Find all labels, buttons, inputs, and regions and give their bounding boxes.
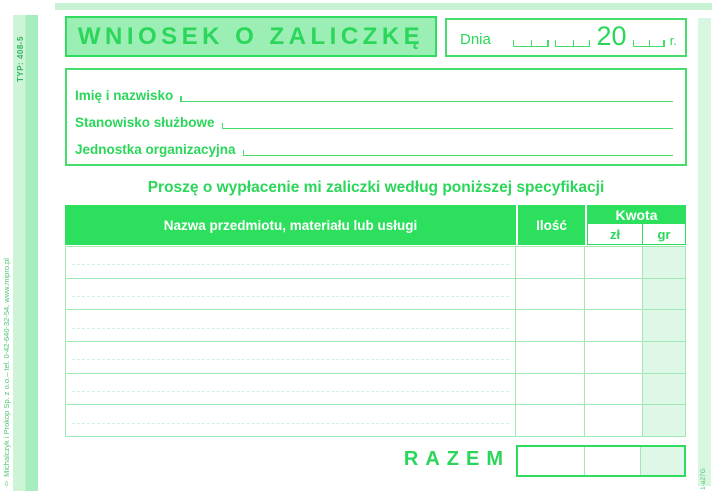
total-cell-qty[interactable] <box>518 447 585 475</box>
date-day-blank[interactable] <box>513 39 549 47</box>
title-box <box>65 16 437 57</box>
table-row <box>66 310 685 342</box>
personal-fields-box <box>65 68 687 166</box>
date-label: Dnia <box>460 31 491 48</box>
cell-gr[interactable] <box>643 247 685 278</box>
header-group-amount <box>587 205 686 245</box>
field-row-position <box>75 108 677 130</box>
header-cell-zl: zł <box>588 224 643 244</box>
cell-zl[interactable] <box>585 342 643 373</box>
table-row <box>66 342 685 374</box>
cell-name[interactable] <box>66 342 516 373</box>
cell-qty[interactable] <box>516 374 585 405</box>
cell-gr[interactable] <box>643 374 685 405</box>
cell-qty[interactable] <box>516 405 585 436</box>
table-row <box>66 405 685 436</box>
field-row-unit <box>75 135 677 157</box>
cell-gr[interactable] <box>643 342 685 373</box>
total-cell-zl[interactable] <box>585 447 641 475</box>
date-year-blank[interactable] <box>633 39 665 47</box>
right-margin-band <box>698 18 711 486</box>
cell-name[interactable] <box>66 247 516 278</box>
cell-zl[interactable] <box>585 279 643 310</box>
cell-zl[interactable] <box>585 374 643 405</box>
cell-zl[interactable] <box>585 310 643 341</box>
field-label-unit: Jednostka organizacyjna <box>75 142 236 157</box>
print-code: 1-a27G <box>700 468 707 490</box>
cell-name[interactable] <box>66 279 516 310</box>
instruction-text: Proszę o wypłacenie mi zaliczki według poniższej specyfikacji <box>147 179 605 196</box>
field-row-name <box>75 81 677 103</box>
cell-qty[interactable] <box>516 310 585 341</box>
table-row <box>66 247 685 279</box>
total-label: RAZEM <box>403 448 510 470</box>
form-title: WNIOSEK O ZALICZKĘ <box>77 22 425 50</box>
field-line-unit[interactable] <box>243 144 673 156</box>
field-label-name: Imię i nazwisko <box>75 88 174 103</box>
cell-qty[interactable] <box>516 247 585 278</box>
header-cell-name: Nazwa przedmiotu, materiału lub usługi <box>65 205 516 245</box>
date-year-prefix: 20 <box>596 20 627 51</box>
publisher-info: ◊ Michalczyk i Prokop Sp. z o.o.– tel. 0-42-640-32-54, www.mipro.pl <box>2 258 11 488</box>
cell-name[interactable] <box>66 374 516 405</box>
table-row <box>66 279 685 311</box>
table-header <box>65 205 686 245</box>
cell-name[interactable] <box>66 310 516 341</box>
total-box <box>516 445 686 477</box>
left-margin-band <box>13 15 38 491</box>
header-cell-qty: Ilość <box>518 205 585 245</box>
cell-qty[interactable] <box>516 342 585 373</box>
cell-gr[interactable] <box>643 279 685 310</box>
header-cell-amount: Kwota <box>587 205 686 224</box>
header-cell-gr: gr <box>643 224 685 244</box>
date-month-blank[interactable] <box>555 39 591 47</box>
date-year-suffix: r. <box>669 33 677 48</box>
top-margin-strip <box>55 3 712 10</box>
table-row <box>66 374 685 406</box>
cell-gr[interactable] <box>643 310 685 341</box>
field-line-name[interactable] <box>180 90 673 102</box>
field-line-position[interactable] <box>222 117 673 129</box>
cell-zl[interactable] <box>585 247 643 278</box>
cell-zl[interactable] <box>585 405 643 436</box>
cell-gr[interactable] <box>643 405 685 436</box>
form-type-code: TYP: 408-5 <box>16 36 25 82</box>
cell-name[interactable] <box>66 405 516 436</box>
table-body <box>65 246 686 437</box>
header-subrow-amount <box>587 224 686 245</box>
cell-qty[interactable] <box>516 279 585 310</box>
total-cell-gr[interactable] <box>641 447 684 475</box>
field-label-position: Stanowisko służbowe <box>75 115 215 130</box>
date-box <box>445 18 687 57</box>
